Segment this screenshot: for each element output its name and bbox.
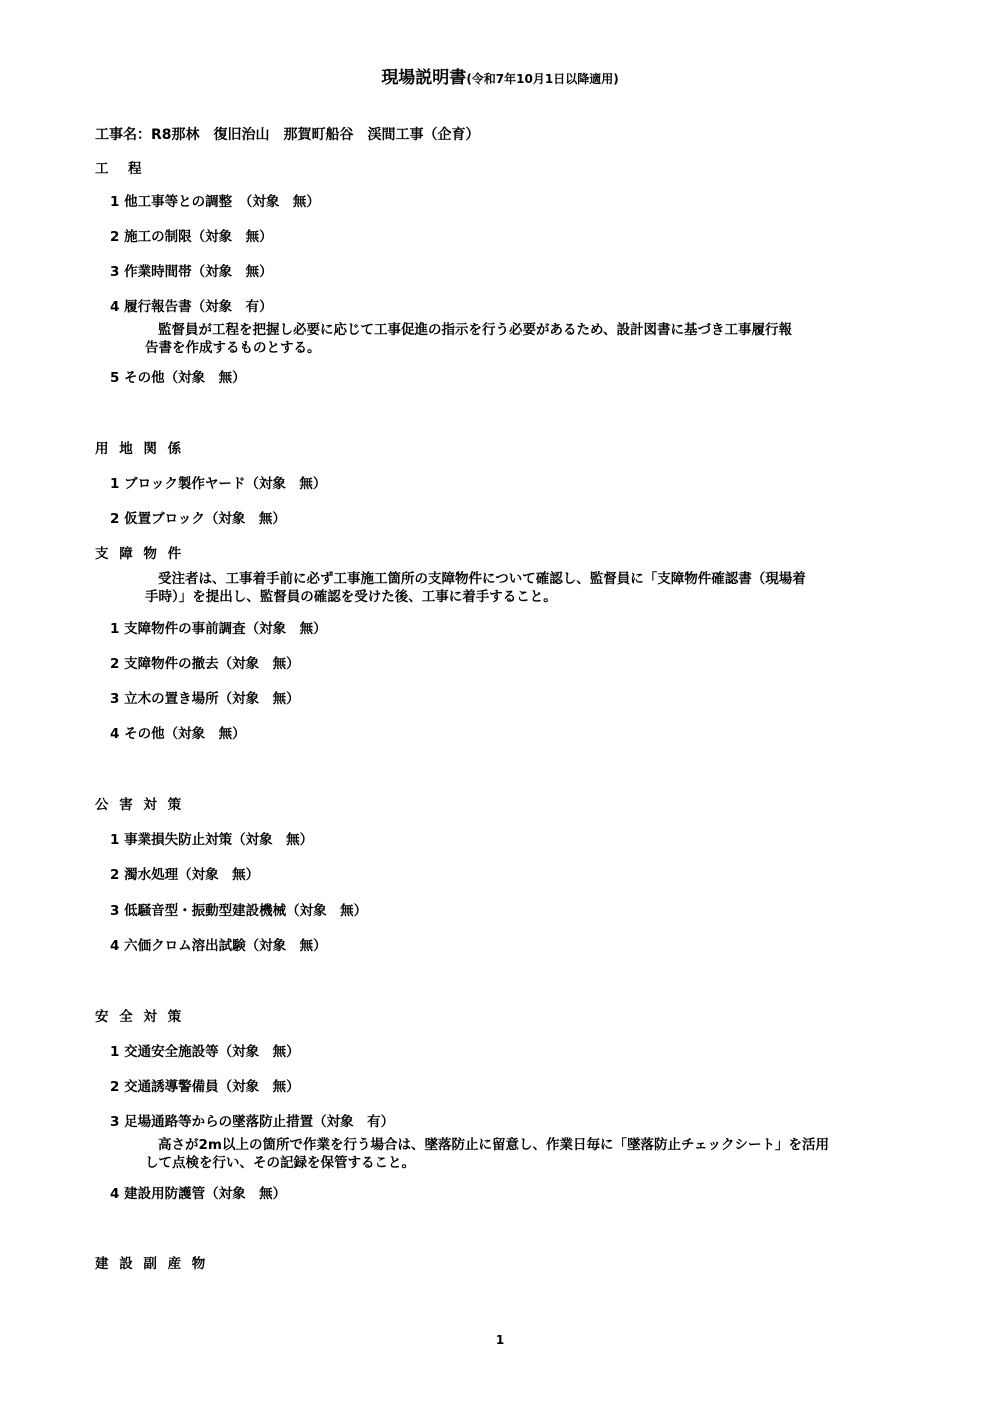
paragraph-line: 監督員が工程を把握し必要に応じて工事促進の指示を行う必要があるため、設計図書に基づき工事履行報 — [158, 322, 792, 338]
list-item: 1 他工事等との調整 （対象 無） — [110, 194, 320, 210]
paragraph-line: 告書を作成するものとする。 — [145, 340, 321, 356]
paragraph-line: 手時）」を提出し、監督員の確認を受けた後、工事に着手すること。 — [145, 589, 557, 605]
list-item: 3 足場通路等からの墜落防止措置（対象 有） — [110, 1114, 395, 1130]
title-main: 現場説明書 — [381, 68, 467, 88]
section-heading-land: 用 地 関 係 — [95, 441, 185, 457]
paragraph-line: して点検を行い、その記録を保管すること。 — [145, 1155, 415, 1171]
list-item: 3 低騒音型・振動型建設機械（対象 無） — [110, 903, 368, 919]
section-heading-pollution: 公 害 対 策 — [95, 797, 185, 813]
list-item: 4 履行報告書（対象 有） — [110, 299, 273, 315]
list-item: 2 交通誘導警備員（対象 無） — [110, 1079, 300, 1095]
list-item: 3 立木の置き場所（対象 無） — [110, 691, 300, 707]
list-item: 1 事業損失防止対策（対象 無） — [110, 832, 314, 848]
paragraph-line: 高さが2m以上の箇所で作業を行う場合は、墜落防止に留意し、作業日毎に「墜落防止チェックシート」を活用 — [158, 1137, 830, 1153]
list-item: 5 その他（対象 無） — [110, 370, 246, 386]
paragraph-line: 受注者は、工事着手前に必ず工事施工箇所の支障物件について確認し、監督員に「支障物件確認書（現場着 — [158, 571, 806, 587]
list-item: 1 支障物件の事前調査（対象 無） — [110, 621, 327, 637]
section-heading-obstacles: 支 障 物 件 — [95, 546, 185, 562]
list-item: 4 建設用防護管（対象 無） — [110, 1186, 287, 1202]
list-item: 1 ブロック製作ヤード（対象 無） — [110, 476, 327, 492]
list-item: 2 濁水処理（対象 無） — [110, 867, 260, 883]
page-number: 1 — [495, 1333, 505, 1347]
paragraph-safety-note — [145, 1136, 895, 1172]
section-heading-safety: 安 全 対 策 — [95, 1009, 185, 1025]
list-item: 4 六価クロム溶出試験（対象 無） — [110, 938, 327, 954]
list-item: 3 作業時間帯（対象 無） — [110, 264, 273, 280]
list-item: 4 その他（対象 無） — [110, 726, 246, 742]
list-item: 2 支障物件の撤去（対象 無） — [110, 656, 300, 672]
page-title — [0, 63, 1000, 88]
list-item: 2 仮置ブロック（対象 無） — [110, 511, 286, 527]
section-heading-byproducts: 建 設 副 産 物 — [95, 1256, 209, 1272]
paragraph-schedule-note — [145, 321, 895, 357]
title-subtitle: (令和7年10月1日以降適用) — [466, 72, 619, 86]
paragraph-obstacles-intro — [145, 570, 895, 606]
project-name: 工事名：R8那林 復旧治山 那賀町船谷 渓間工事（企育） — [95, 127, 480, 143]
list-item: 1 交通安全施設等（対象 無） — [110, 1044, 300, 1060]
list-item: 2 施工の制限（対象 無） — [110, 229, 273, 245]
section-heading-schedule: 工 程 — [95, 161, 145, 177]
